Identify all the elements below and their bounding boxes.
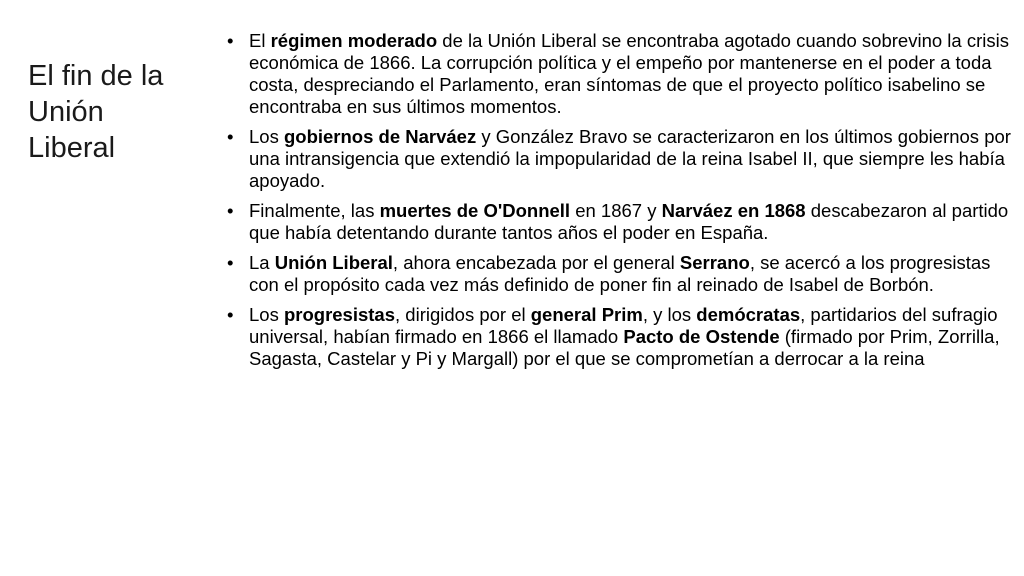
bullet-text-emphasis: muertes de O'Donnell <box>379 200 571 221</box>
bullet-text-segment: , se acercó a los progresistas con el propósito cada vez más definido de poner fin al reinado de Isabel de Borbón. <box>249 252 991 295</box>
bullet-text <box>249 252 990 295</box>
bullet-text-segment: , dirigidos por el <box>395 304 531 325</box>
bullet-text-emphasis: demócratas <box>696 304 801 325</box>
bullet-dot-icon: • <box>227 200 234 221</box>
slide-title: El fin de la Unión Liberal <box>28 60 164 164</box>
bullet-text-segment: La <box>249 252 275 273</box>
bullet-text-segment: Los <box>249 126 284 147</box>
bullet-text-segment: de la Unión Liberal se encontraba agotado cuando sobrevino la crisis económica de 1866. La corrupción política y el empeño por mantenerse en el poder a toda costa, despreciando el Parlamento, eran síntomas de que el proyecto político isabelino se encontraba en sus últimos momentos. <box>249 30 1009 117</box>
bullet-text-segment: en 1867 y <box>570 200 662 221</box>
bullet-list <box>222 30 1012 370</box>
bullet-text-emphasis: progresistas <box>283 304 396 325</box>
bullet-item <box>222 304 1012 370</box>
bullet-dot-icon: • <box>227 252 234 273</box>
bullet-text-emphasis: régimen moderado <box>270 30 438 51</box>
bullet-text-segment: El <box>249 30 271 51</box>
bullet-dot-icon: • <box>227 30 234 51</box>
bullet-text-segment: y González Bravo se caracterizaron en los últimos gobiernos por una intransigencia que extendió la impopularidad de la reina Isabel II, que siempre les había apoyado. <box>249 126 1011 191</box>
bullet-text-segment: (firmado por Prim, Zorrilla, Sagasta, Castelar y Pi y Margall) por el que se comprometían a derrocar a la reina <box>249 326 1000 369</box>
bullet-text-segment: , ahora encabezada por el general <box>392 252 680 273</box>
bullet-text-segment: , partidarios del sufragio universal, habían firmado en 1866 el llamado <box>249 304 998 347</box>
bullet-text-segment: , y los <box>642 304 697 325</box>
bullet-dot-icon: • <box>227 304 234 325</box>
bullet-text <box>249 126 1011 191</box>
bullet-text-emphasis: gobiernos de Narváez <box>283 126 477 147</box>
bullet-text <box>249 200 1008 243</box>
slide-content <box>222 30 1012 378</box>
bullet-text <box>249 30 1009 117</box>
bullet-text-segment: Los <box>249 304 284 325</box>
bullet-item <box>222 126 1012 192</box>
bullet-text-emphasis: Serrano <box>679 252 750 273</box>
bullet-text-segment: Finalmente, las <box>249 200 380 221</box>
bullet-text <box>249 304 1000 369</box>
bullet-item <box>222 252 1012 296</box>
bullet-text-emphasis: general Prim <box>530 304 643 325</box>
bullet-text-emphasis: Unión Liberal <box>274 252 393 273</box>
bullet-item <box>222 200 1012 244</box>
bullet-text-emphasis: Pacto de Ostende <box>623 326 780 347</box>
bullet-text-segment: descabezaron al partido que había detentando durante tantos años el poder en España. <box>249 200 1009 243</box>
bullet-item <box>222 30 1012 118</box>
bullet-dot-icon: • <box>227 126 234 147</box>
bullet-text-emphasis: Narváez en 1868 <box>661 200 806 221</box>
